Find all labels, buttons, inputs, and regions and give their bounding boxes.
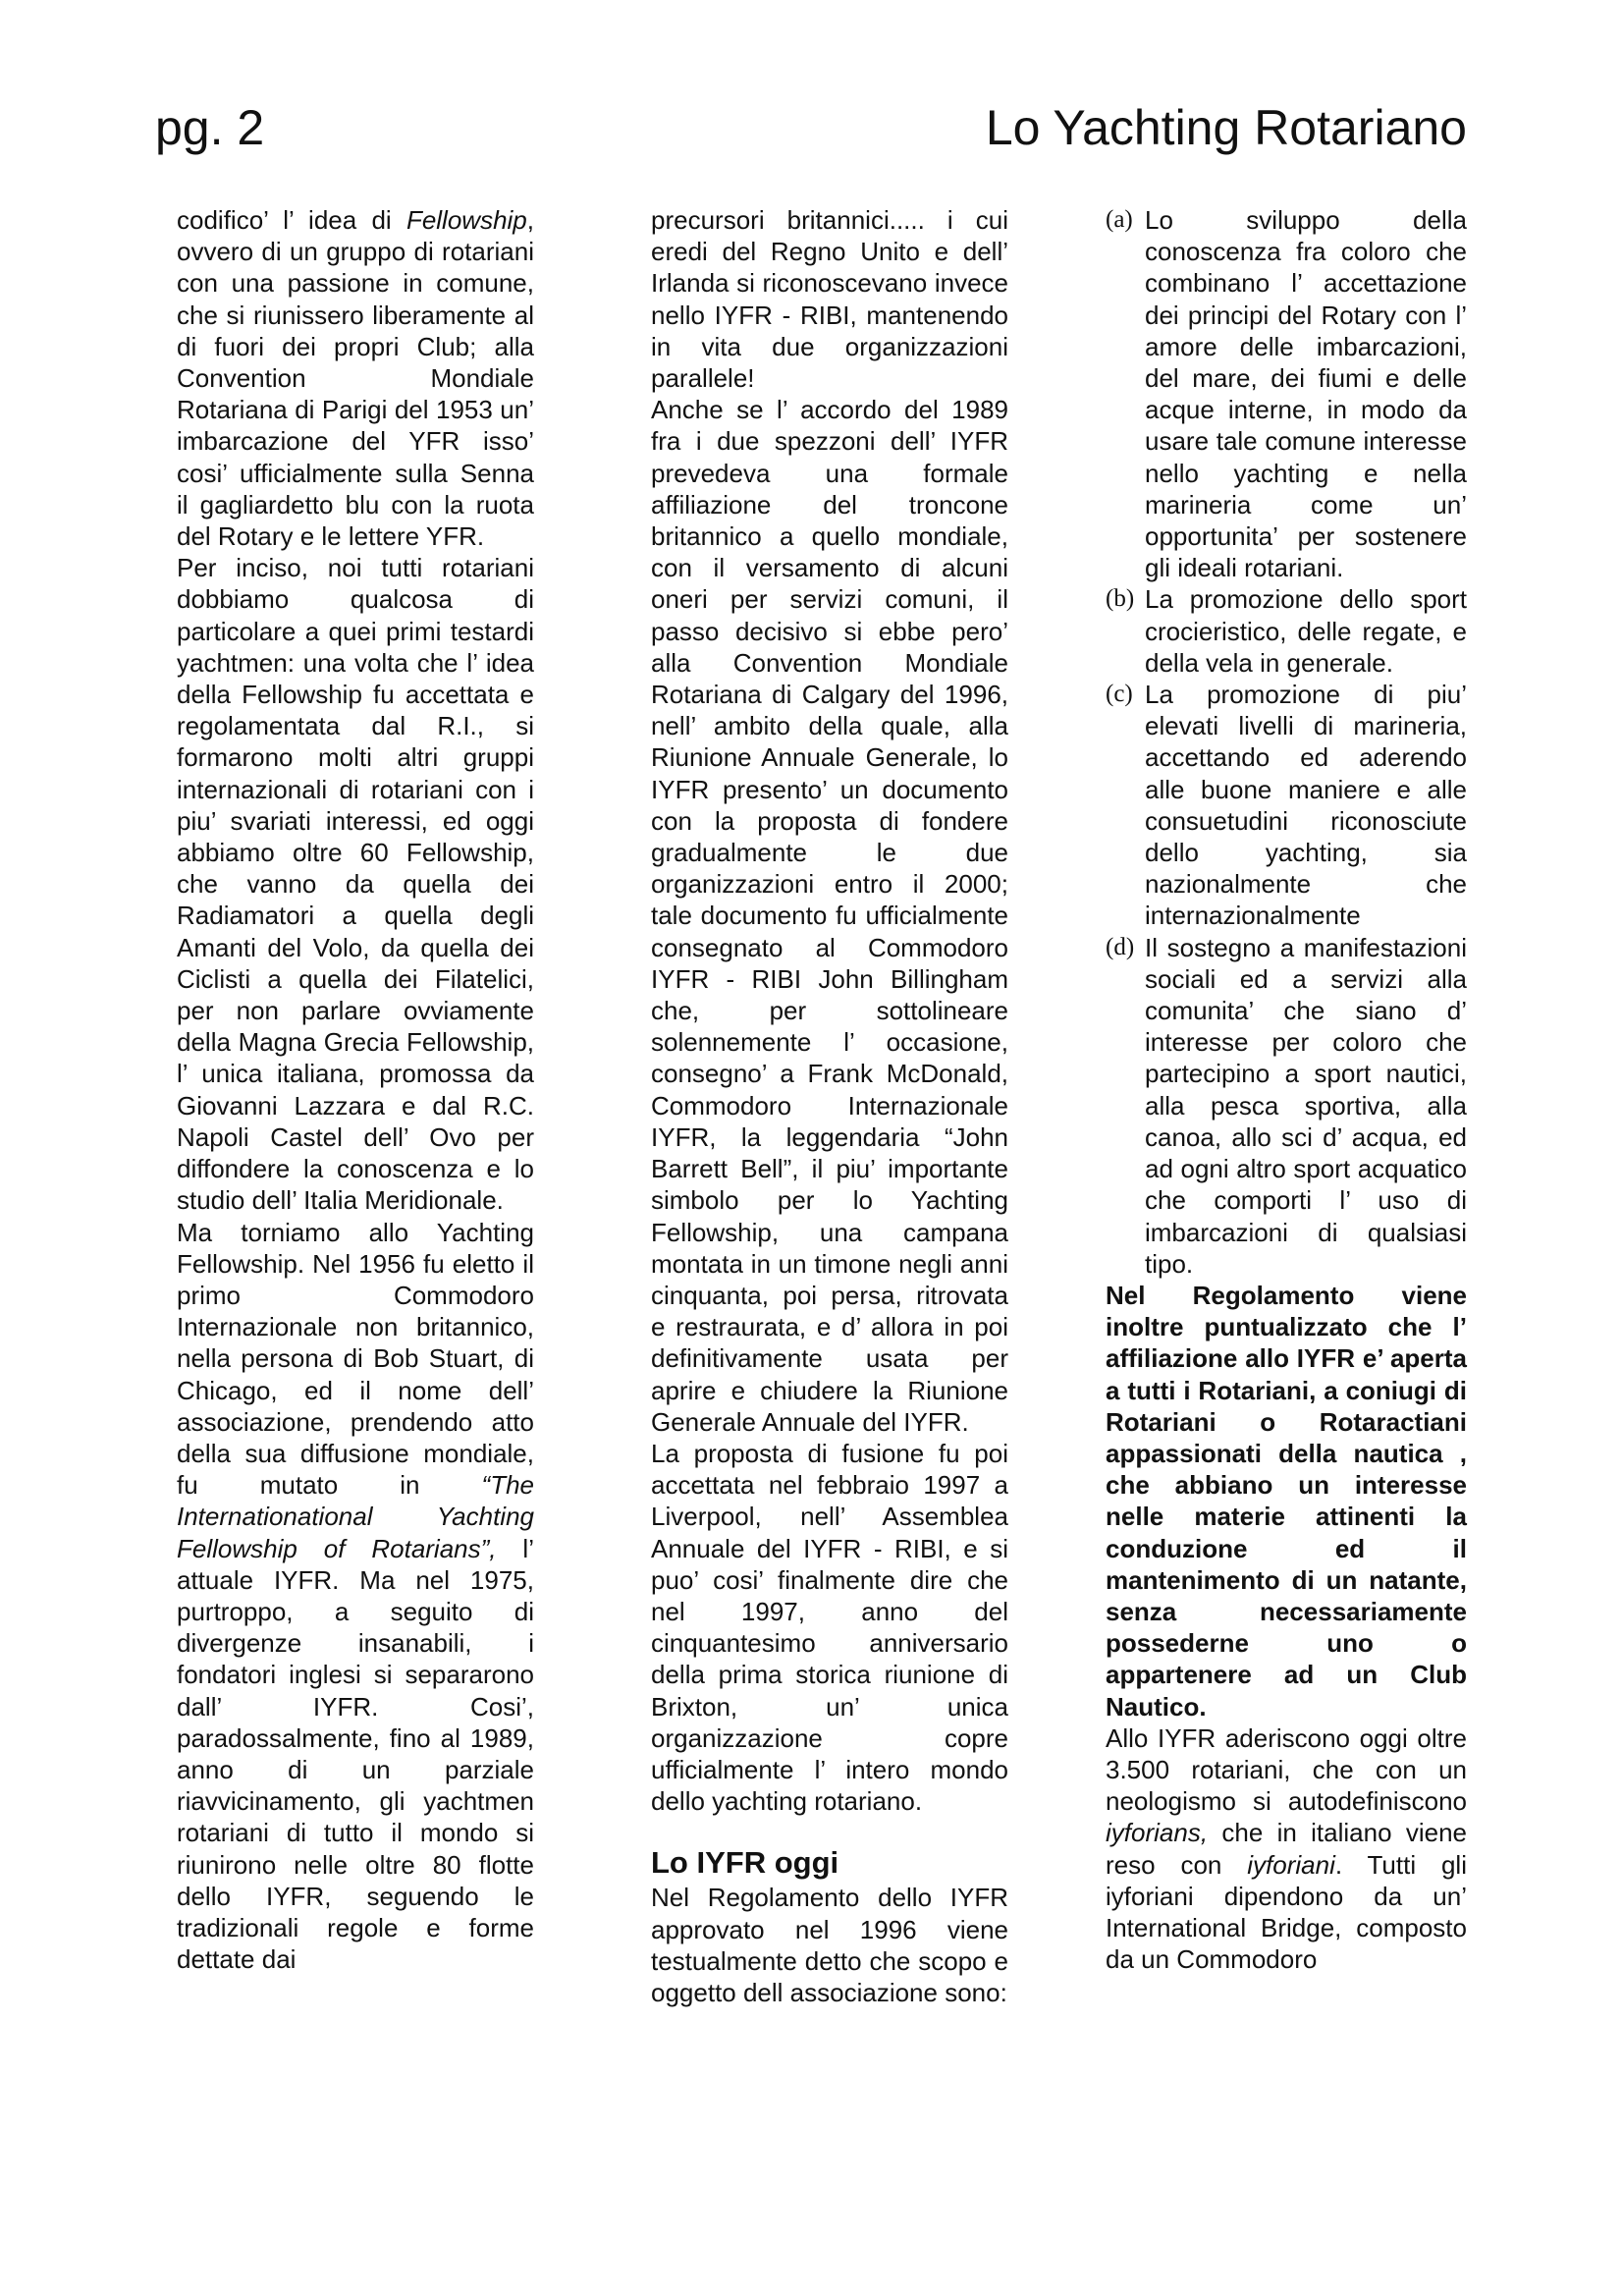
- list-marker: (d): [1106, 933, 1135, 960]
- paragraph: Anche se l’ accordo del 1989 fra i due spezzoni dell’ IYFR prevedeva una formale affiliazione del troncone britannico a quello mondiale, con il versamento di alcuni oneri per servizi comuni, il passo decisivo si ebbe pero’ alla Convention Mondiale Rotariana di Calgary del 1996, nell’ ambito della quale, alla Riunione Annuale Generale, lo IYFR presento’ un documento con la proposta di fondere gradualmente le due organizzazioni entro il 2000; tale documento fu ufficialmente consegnato al Commodoro IYFR - RIBI John Billingham che, per sottolineare solennemente l’ occasione, consegno’ a Frank McDonald, Commodoro Internazionale IYFR, la leggendaria “John Barrett Bell”, il piu’ importante simbolo per lo Yachting Fellowship, una campana montata in un timone negli anni cinquanta, poi persa, ritrovata e restraurata, e d’ allora in poi definitivamente usata per aprire e chiudere la Riunione Generale Annuale del IYFR.: [651, 395, 1008, 1437]
- paragraph: La proposta di fusione fu poi accettata nel febbraio 1997 a Liverpool, nell’ Assemblea Annuale del IYFR - RIBI, e si puo’ cosi’ finalmente dire che nel 1997, anno del cinquantesimo anniversario della prima storica riunione di Brixton, un’ unica organizzazione copre ufficialmente l’ intero mondo dello yachting rotariano.: [651, 1438, 1008, 1817]
- list-marker: (c): [1106, 681, 1133, 708]
- text-column-2: [651, 204, 1008, 2008]
- emphasis: Fellowship: [406, 205, 527, 235]
- list-item: [1106, 932, 1467, 1280]
- bold-paragraph: Nel Regolamento viene inoltre puntualizzato che l’ affiliazione allo IYFR e’ aperta a tutti i Rotariani, a coniugi di Rotariani o Rotaractiani appassionati della nautica , che abbiano un interesse nelle materie attinenti la conduzione ed il mantenimento di un natante, senza necessariamente possederne uno o appartenere ad un Club Nautico.: [1106, 1280, 1467, 1722]
- section-heading: Lo IYFR oggi: [651, 1845, 839, 1881]
- text-run: Allo IYFR aderiscono oggi oltre 3.500 rotariani, che con un neologismo si autodefiniscono: [1106, 1722, 1467, 1817]
- list-marker: (a): [1106, 206, 1133, 233]
- list-item: [1106, 583, 1467, 679]
- list-item-text: La promozione dello sport crocieristico, delle regate, e della vela in generale.: [1145, 584, 1467, 678]
- list-marker: (b): [1106, 585, 1135, 613]
- publication-title: Lo Yachting Rotariano: [985, 100, 1467, 155]
- list-item-text: Lo sviluppo della conoscenza fra coloro che combinano l’ accettazione dei principi del Rotary con l’ amore delle imbarcazioni, del mare, dei fiumi e delle acque interne, in modo da usare tale comune interesse nello yachting e nella marineria come un’ opportunita’ per sostenere gli ideali rotariani.: [1145, 205, 1467, 583]
- text-run: che in italiano viene reso con: [1106, 1818, 1467, 1880]
- list-item-text: Il sostegno a manifestazioni sociali ed a servizi alla comunita’ che siano d’ interesse per coloro che partecipino a sport nautici, alla pesca sportiva, alla canoa, allo sci d’ acqua, ed ad ogni altro sport acquatico che comporti l’ uso di imbarcazioni di qualsiasi tipo.: [1145, 932, 1467, 1279]
- list-item-text: La promozione di piu’ elevati livelli di marineria, accettando ed aderendo alle buone maniere e alle consuetudini riconosciute dello yachting, sia nazionalmente che internazionalmente: [1145, 680, 1467, 931]
- paragraph: Per inciso, noi tutti rotariani dobbiamo qualcosa di particolare a quei primi testardi yachtmen: una volta che l’ idea della Fellowship fu accettata e regolamentata dal R.I., si formarono molti altri gruppi internazionali di rotariani con i piu’ svariati interessi, ed oggi abbiamo oltre 60 Fellowship, che vanno da quella dei Radiamatori a quella degli Amanti del Volo, da quella dei Ciclisti a quella dei Filatelici, per non parlare ovviamente della Magna Grecia Fellowship, l’ unica italiana, promossa da Giovanni Lazzara e dal R.C. Napoli Castel dell’ Ovo per diffondere la conoscenza e lo studio dell’ Italia Meridionale.: [177, 553, 534, 1216]
- paragraph: [177, 204, 534, 552]
- paragraph: [1106, 1722, 1467, 1976]
- emphasis: iyforiani: [1247, 1849, 1335, 1880]
- text-column-1: [177, 204, 534, 1975]
- paragraph: Nel Regolamento dello IYFR approvato nel 1996 viene testualmente detto che scopo e oggetto dell associazione sono:: [651, 1883, 1008, 2007]
- text-column-3: [1106, 204, 1467, 1975]
- paragraph: [177, 1217, 534, 1976]
- emphasis: iyforians,: [1106, 1818, 1209, 1848]
- page-number: pg. 2: [155, 100, 265, 155]
- objectives-list: [1106, 204, 1467, 1280]
- list-item: [1106, 204, 1467, 583]
- emphasis: “The Internationational Yachting Fellowship of Rotarians”,: [177, 1470, 534, 1563]
- text-run: codifico’ l’ idea di: [177, 205, 406, 235]
- paragraph: precursori britannici..... i cui eredi del Regno Unito e dell’ Irlanda si riconoscevano invece nello IYFR - RIBI, mantenendo in vita due organizzazioni parallele!: [651, 205, 1008, 394]
- text-run: Ma torniamo allo Yachting Fellowship. Nel 1956 fu eletto il primo Commodoro Internazionale non britannico, nella persona di Bob Stuart, di Chicago, ed il nome dell’ associazione, prendendo atto della sua diffusione mondiale, fu mutato in: [177, 1217, 534, 1501]
- list-item: [1106, 679, 1467, 932]
- text-run: . Tutti gli iyforiani dipendono da un’ International Bridge, composto da un Commodoro: [1106, 1849, 1467, 1975]
- text-run: , ovvero di un gruppo di rotariani con una passione in comune, che si riunissero liberamente al di fuori dei propri Club; alla Convention Mondiale Rotariana di Parigi del 1953 un’ imbarcazione del YFR isso’ cosi’ ufficialmente sulla Senna il gagliardetto blu con la ruota del Rotary e le lettere YFR.: [177, 205, 534, 552]
- text-run: l’ attuale IYFR. Ma nel 1975, purtroppo, a seguito di divergenze insanabili, i fondatori inglesi si separarono dall’ IYFR. Cosi’, paradossalmente, fino al 1989, anno di un parziale riavvicinamento, gli yachtmen rotariani di tutto il mondo si riunirono nelle oltre 80 flotte dello IYFR, seguendo le tradizionali regole e forme dettate dai: [177, 1533, 534, 1975]
